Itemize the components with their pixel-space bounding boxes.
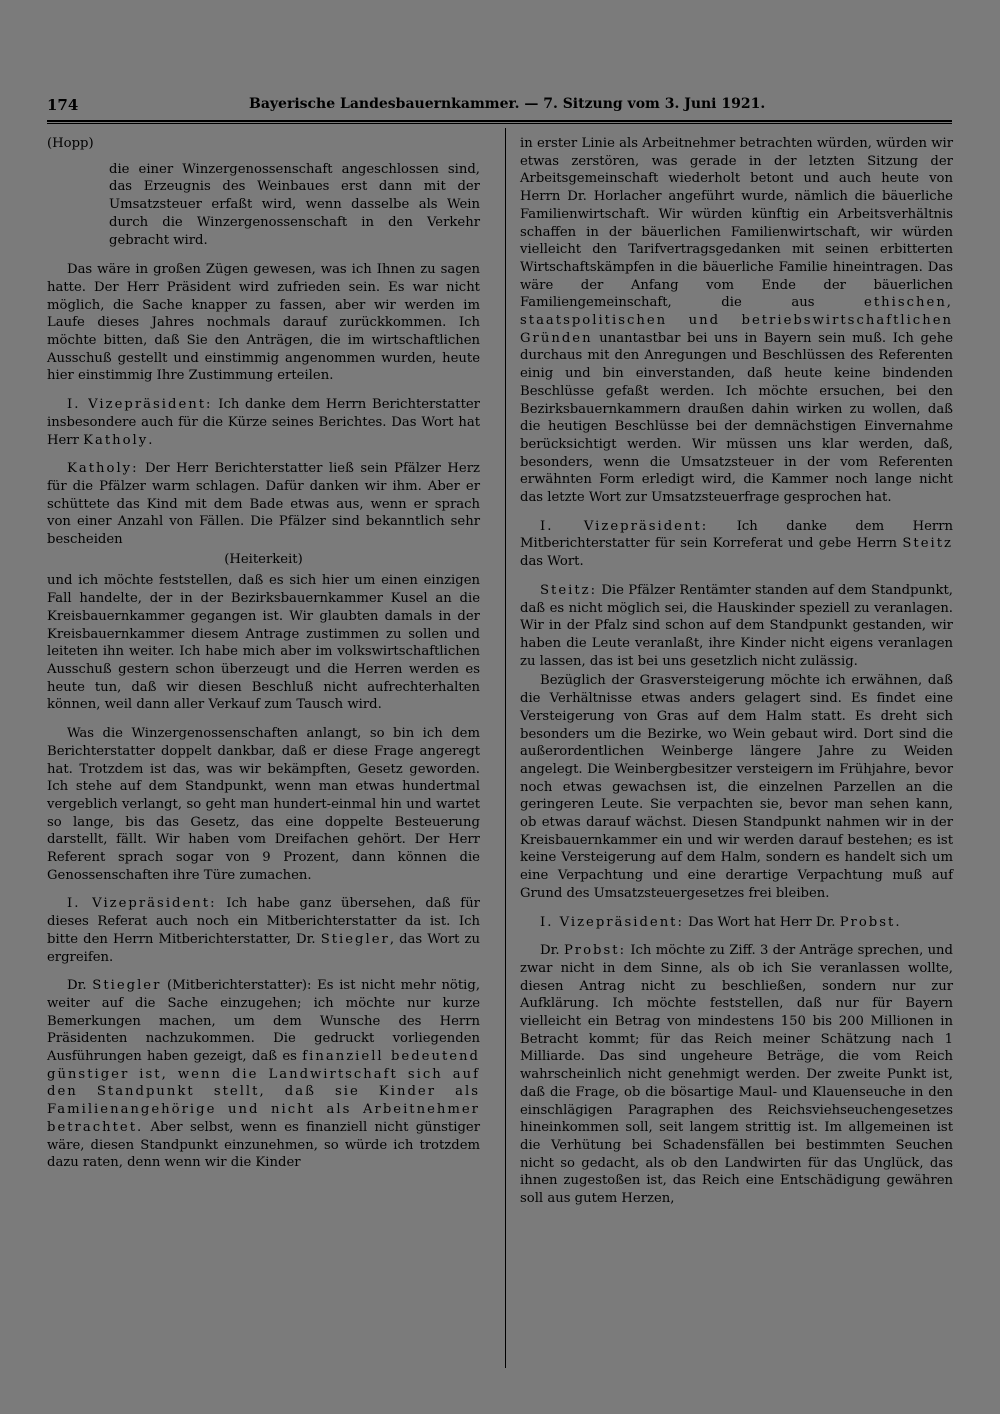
speaker-name: I. Vizepräsident:: [540, 518, 709, 534]
paragraph: [47, 396, 480, 449]
paragraph-text: Aber selbst, wenn es finanziell nicht günstiger wäre, diesen Standpunkt einzunehmen, so würde ich trotzdem dazu raten, denn wenn wir die Kinder: [47, 1119, 480, 1171]
paragraph-text: Ich möchte zu Ziff. 3 der Anträge sprechen, und zwar nicht in dem Sinne, als ob ich Sie veranlassen wollte, diesen Antrag nicht zu beschließen, sondern nur zur Aufklärung. Ich möchte feststellen, daß nur für Bayern vielleicht ein Betrag von mindestens 150 bis 200 Millionen in Betracht kommt; für das Reich meiner Schätzung nach 1 Milliarde. Das sind ungeheure Beträge, die vom Reich wahrscheinlich nicht genehmigt werden. Der zweite Punkt ist, daß die Frage, ob die bösartige Maul- und Klauenseuche in den einschlägigen Paragraphen des Reichsviehseuchengesetzes hineinkommen soll, seit langem strittig ist. Im allgemeinen ist die Verhütung bei Schadensfällen bei bestimmten Seuchen nicht so gedacht, als ob den Landwirten für das Unglück, das ihnen zugestoßen ist, das Reich eine Entschädigung gewähren soll aus gutem Herzen,: [520, 943, 953, 1207]
interjection: (Heiterkeit): [224, 551, 303, 567]
paragraph-text: Der Herr Berichterstatter ließ sein Pfälzer Herz für die Pfälzer warm schlagen. Dafür danken wir ihm. Aber er schüttete das Kind mit dem Bade etwas aus, wenn er sprach von einer Anzahl von Fällen. Die Pfälzer sind bekanntlich sehr bescheiden: [47, 461, 480, 548]
emphasized-text: finanziell bedeutend günstiger ist, wenn die Landwirtschaft sich auf den Standpunkt stellt, daß sie Kinder als Familienangehörige und nicht als Arbeitnehmer betrachtet.: [47, 1049, 480, 1135]
left-column: [47, 135, 480, 1183]
paragraph: Das wäre in großen Zügen gewesen, was ich Ihnen zu sagen hatte. Der Herr Präsident wird zufrieden sein. Es war nicht möglich, die Sache knapper zu fassen, aber wir werden im Laufe dieses Jahres nochmals darauf zurückkommen. Ich möchte bitten, daß Sie den Anträgen, die im wirtschaftlichen Ausschuß gestellt und einstimmig angenommen wurden, heute hier einstimmig Ihre Zustimmung erteilen.: [47, 262, 480, 384]
person-name: Katholy: [83, 432, 149, 448]
paragraph: Was die Winzergenossenschaften anlangt, so bin ich dem Berichterstatter doppelt dankbar, daß er diese Frage angeregt hat. Trotzdem ist das, was wir bekämpften, Gesetz geworden. Ich stehe auf dem Standpunkt, wenn man etwas hundertmal vergeblich verlangt, so geht man hundert-einmal hin und wartet so lange, bis das Gesetz, das eine doppelte Besteuerung darstellt, fällt. Wir haben vom Dreifachen gehört. Der Herr Referent sprach sogar von 9 Prozent, dann können die Genossenschaften ihre Türe zumachen.: [47, 726, 480, 883]
paragraph: [47, 460, 480, 549]
emphasized-text: ethischen, staatspolitischen und betriebswirtschaftlichen Gründen: [520, 295, 953, 346]
speaker-name: Steitz:: [540, 582, 598, 598]
speaker-name: Stiegler: [92, 978, 162, 994]
paragraph: [47, 895, 480, 966]
speaker-name: I. Vizepräsident:: [67, 397, 213, 413]
running-title: Bayerische Landesbauernkammer. — 7. Sitzung vom 3. Juni 1921.: [249, 96, 766, 112]
paragraph-text: Es ist nicht mehr nötig, weiter auf die Sache einzugehen; ich möchte nur kurze Bemerkungen machen, um dem Wunsche des Herrn Präsidenten nachzukommen. Die gedruckt vorliegenden Ausführungen haben gezeigt, daß es: [47, 978, 481, 1065]
paragraph-text: Die Pfälzer Rentämter standen auf dem Standpunkt, daß es nicht möglich sei, die Hauskinder speziell zu veranlagen. Wir in der Pfalz sind schon auf dem Standpunkt gestanden, wir haben die Leute veranlaßt, ihre Kinder nicht eigens veranlagen zu lassen, das ist bei uns gesetzlich nicht zulässig.: [520, 582, 953, 669]
page-number: 174: [47, 96, 79, 114]
speaker-role: (Mitberichterstatter):: [161, 978, 312, 994]
person-name: Stiegler: [320, 931, 390, 947]
paragraph-text: Ich habe ganz übersehen, daß für dieses Referat auch noch ein Mitberichterstatter da ist. Ich bitte den Herrn Mitberichterstatter, Dr.: [47, 896, 480, 947]
person-name: Probst: [839, 914, 896, 930]
speaker-name: Katholy:: [67, 461, 139, 477]
speaker-name: Probst:: [563, 943, 627, 959]
paragraph: [520, 942, 953, 1208]
title-prefix: Dr.: [540, 943, 564, 959]
speaker-name: I. Vizepräsident:: [540, 914, 684, 930]
paragraph: [520, 914, 953, 932]
paragraph-text: .: [895, 914, 900, 930]
paragraph-text: , das Wort zu ergreifen.: [47, 931, 480, 965]
paragraph: und ich möchte feststellen, daß es sich hier um einen einzigen Fall handelte, der in der Bezirksbauernkammer Kusel an die Kreisbauernkammer gegangen ist. Wir glaubten damals in der Kreisbauernkammer diesem Antrage zustimmen zu sollen und leiteten ihn weiter. Ich habe mich aber im volkswirtschaftlichen Ausschuß gestern schon überzeugt und die Herren werden es heute tun, daß wir diesen Beschluß nicht aufrechterhalten können, weil dann aller Verkauf zum Tausch wird.: [47, 573, 480, 713]
paragraph-text: das Wort.: [520, 554, 584, 570]
paragraph-text: .: [148, 432, 153, 448]
paragraph-text: Ich danke dem Herrn Mitberichterstatter für sein Korreferat und gebe Herrn: [520, 518, 954, 552]
paragraph: [520, 518, 953, 571]
paragraph-text: Das Wort hat Herr Dr.: [683, 914, 840, 930]
speaker-label: (Hopp): [47, 136, 94, 151]
paragraph: Bezüglich der Grasversteigerung möchte ich erwähnen, daß die Verhältnisse etwas anders gelagert sind. Es findet eine Versteigerung von Gras auf dem Halm statt. Es dreht sich besonders um die Bezirke, wo Wein gebaut wird. Dort sind die außerordentlichen Weinberge längere Jahre zu Weiden angelegt. Die Weinbergbesitzer versteigern im Frühjahre, bevor noch etwas gewachsen ist, die einzelnen Parzellen an die geringeren Leute. Sie verpachten sie, bevor man sehen kann, ob etwas darauf wächst. Diesen Standpunkt nahmen wir in der Kreisbauernkammer ein und wir werden darauf bestehen; es ist keine Versteigerung auf dem Halm, sondern es handelt sich um eine Verpachtung und eine derartige Verpachtung muß auf Grund des Umsatzsteuergesetzes frei bleiben.: [520, 673, 953, 901]
paragraph: [520, 135, 953, 507]
person-name: Steitz: [902, 536, 953, 552]
paragraph: [520, 582, 953, 671]
header-rule: [47, 120, 952, 124]
title-prefix: Dr.: [67, 978, 93, 994]
paragraph-text: Ich danke dem Herrn Berichterstatter insbesondere auch für die Kürze seines Berichtes. Das Wort hat Herr: [47, 397, 480, 448]
paragraph-text: in erster Linie als Arbeitnehmer betrachten würden, würden wir etwas zerstören, was gerade in der letzten Sitzung der Arbeitsgemeinschaft wiederholt betont und auch heute von Herrn Dr. Horlacher angeführt wurde, nämlich die bäuerliche Familienwirtschaft. Wir würden künftig ein Arbeitsverhältnis schaffen in der bäuerlichen Familienwirtschaft, wir würden vielleicht den Tarifvertragsgedanken mit seinen erbitterten Wirtschaftskämpfen in die bäuerliche Familie hineintragen. Das wäre der Anfang vom Ende der bäuerlichen Familiengemeinschaft, die aus: [520, 136, 953, 311]
quoted-passage: die einer Winzergenossenschaft angeschlossen sind, das Erzeugnis des Weinbaues erst dann mit der Umsatzsteuer erfaßt wird, wenn dasselbe als Wein durch die Winzergenossenschaft in den Verkehr gebracht wird.: [109, 161, 480, 248]
paragraph: [47, 977, 480, 1172]
speaker-name: I. Vizepräsident:: [67, 896, 217, 912]
column-divider: [505, 128, 506, 1368]
paragraph-text: unantastbar bei uns in Bayern sein muß. Ich gehe durchaus mit den Anregungen und Beschlüssen des Referenten einig und bin einverstanden, daß heute keine bindenden Beschlüsse gefaßt werden. Ich möchte ersuchen, bei den Bezirksbauernkammern draußen dahin wirken zu wollen, daß die heutigen Beschlüsse bei der demnächstigen Einvernahme berücksichtigt werden. Wir müssen uns klar werden, daß, besonders, wenn die Umsatzsteuer in der vom Referenten erwähnten Form erledigt wird, die Kammer noch lange nicht das letzte Wort zur Umsatzsteuerfrage gesprochen hat.: [520, 330, 953, 506]
page-header: [47, 96, 952, 118]
right-column: [520, 135, 953, 1219]
